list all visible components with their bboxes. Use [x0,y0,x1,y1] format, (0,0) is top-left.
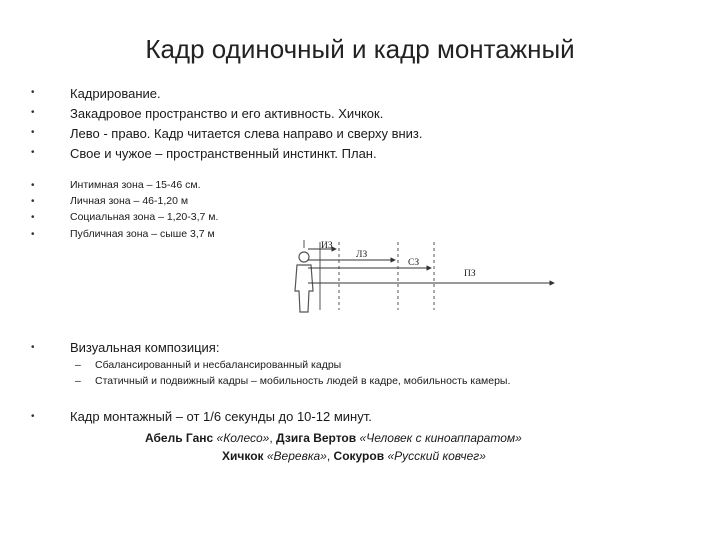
bullet: • [31,127,35,138]
bullet: • [31,147,35,158]
person-silhouette-icon [295,252,313,312]
zone-label-intimate: ИЗ [321,241,333,251]
bullet: • [31,107,35,118]
list-item: Публичная зона – сыше 3,7 м [70,228,215,240]
bullet: • [31,180,35,191]
sub-list-item: Сбалансированный и несбалансированный кадры [95,359,342,371]
list-item: Личная зона – 46-1,20 м [70,195,189,207]
proxemic-zones-diagram [286,236,576,320]
bullet: • [31,411,35,422]
list-item: Закадровое пространство и его активность. Хичкок. [70,106,384,121]
list-item: Свое и чужое – пространственный инстинкт. План. [70,146,377,161]
list-item: Визуальная композиция: [70,340,220,355]
bullet: • [31,212,35,223]
list-item: Социальная зона – 1,20-3,7 м. [70,211,219,223]
credit-work: «Колесо» [216,431,270,445]
dash-bullet: – [75,359,81,371]
bullet: • [31,87,35,98]
bullet: • [31,229,35,240]
list-item: Кадр монтажный – от 1/6 секунды до 10-12 минут. [70,409,372,424]
list-item: Интимная зона – 15-46 см. [70,179,201,191]
zone-label-public: ПЗ [464,269,476,279]
bullet: • [31,196,35,207]
credit-author: Хичкок [222,449,264,463]
slide-title: Кадр одиночный и кадр монтажный [145,34,575,64]
credit-author: Дзига Вертов [276,431,357,445]
sub-list-item: Статичный и подвижный кадры – мобильность людей в кадре, мобильность камеры. [95,375,511,387]
dash-bullet: – [75,375,81,387]
credit-work: «Русский ковчег» [387,449,486,463]
credits-line-1: Абель Ганс «Колесо», Дзига Вертов «Человек с киноаппаратом» [145,431,522,445]
bullet: • [31,342,35,353]
credit-author: Абель Ганс [145,431,214,445]
credit-work: «Человек с киноаппаратом» [359,431,522,445]
list-item: Кадрирование. [70,86,161,101]
credit-author: Сокуров [333,449,385,463]
zone-label-social: СЗ [408,258,420,268]
credit-work: «Веревка» [266,449,327,463]
credits-line-2: Хичкок «Веревка», Сокуров «Русский ковчег» [222,449,486,463]
zone-label-personal: ЛЗ [356,250,368,260]
list-item: Лево - право. Кадр читается слева направо и сверху вниз. [70,126,423,141]
